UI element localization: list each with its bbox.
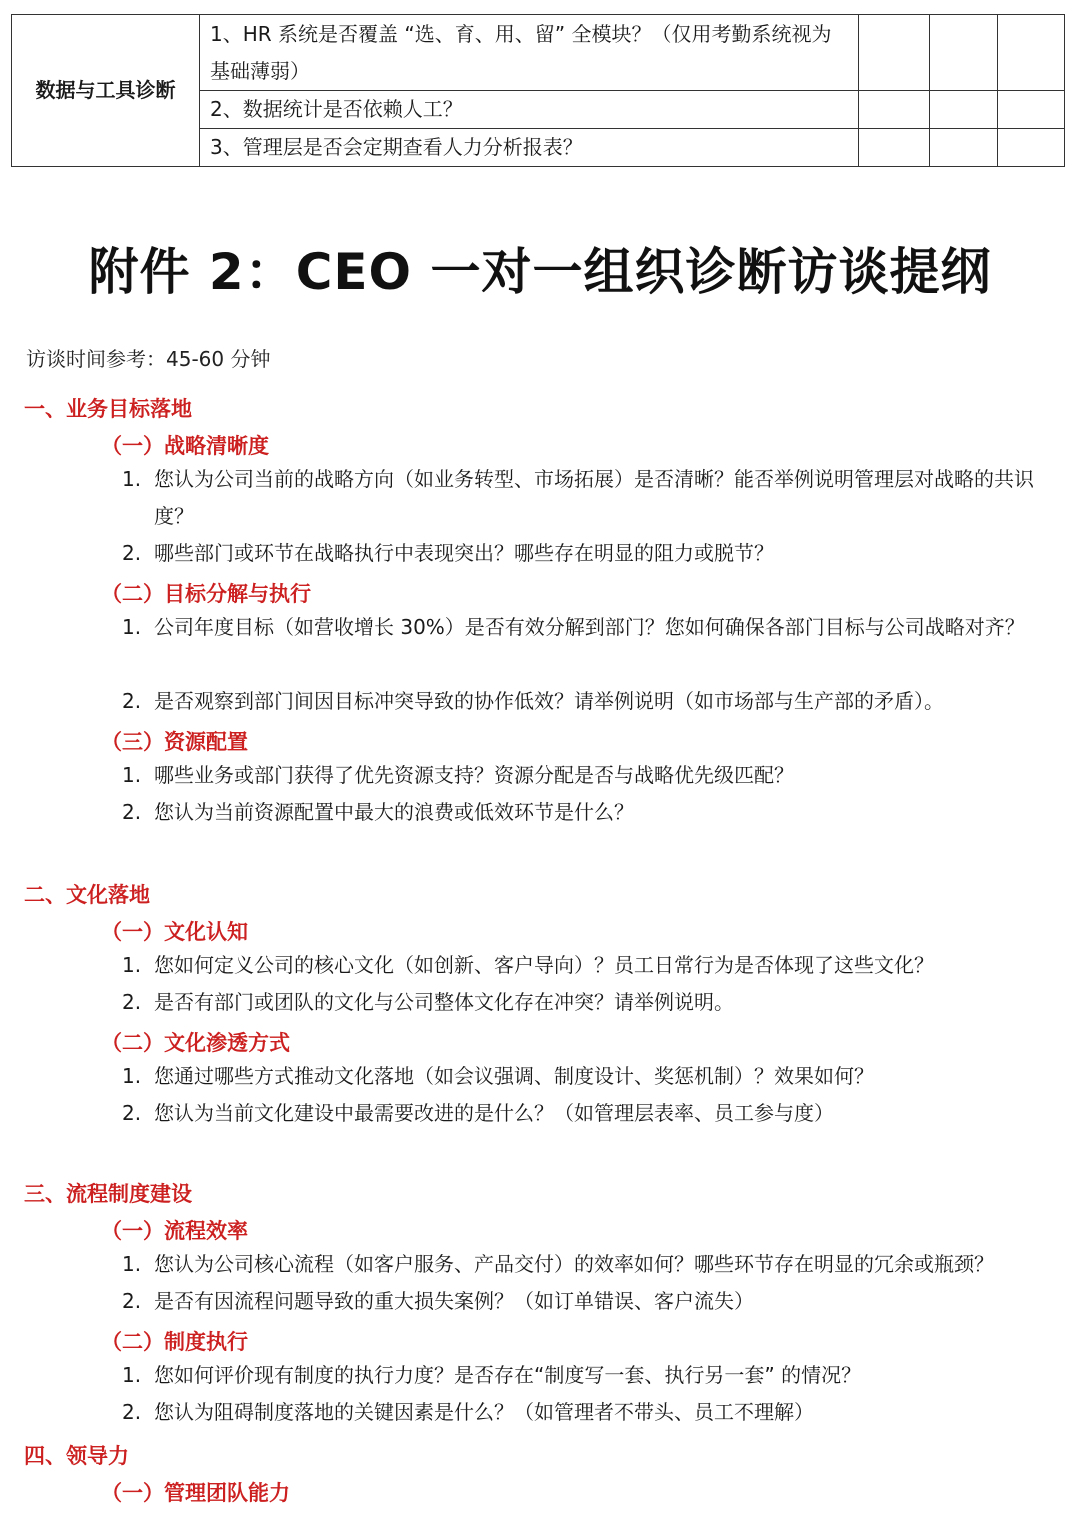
subsection-heading: （一）管理团队能力 bbox=[101, 1481, 290, 1505]
list-item bbox=[122, 461, 1062, 535]
subsection-heading: （三）资源配置 bbox=[101, 730, 248, 754]
list-item bbox=[122, 1394, 1062, 1431]
list-item-number: 1. bbox=[122, 1064, 142, 1088]
list-item-number: 2. bbox=[122, 1289, 142, 1313]
list-item-number: 2. bbox=[122, 1400, 142, 1424]
table-category-cell: 数据与工具诊断 bbox=[12, 15, 200, 167]
table-score-cell bbox=[998, 129, 1065, 167]
list-item-text: 您如何评价现有制度的执行力度？是否存在“制度写一套、执行另一套” 的情况？ bbox=[154, 1363, 862, 1387]
subsection-heading: （二）目标分解与执行 bbox=[101, 582, 311, 606]
subsection-heading: （一）流程效率 bbox=[101, 1219, 248, 1243]
list-item-text: 您如何定义公司的核心文化（如创新、客户导向）？员工日常行为是否体现了这些文化？ bbox=[154, 953, 934, 977]
list-item-number: 1. bbox=[122, 1363, 142, 1387]
list-item bbox=[122, 794, 1062, 831]
list-item-number: 1. bbox=[122, 953, 142, 977]
table-score-cell bbox=[930, 15, 998, 91]
list-item-number: 2. bbox=[122, 689, 142, 713]
list-item-text: 哪些业务或部门获得了优先资源支持？资源分配是否与战略优先级匹配？ bbox=[154, 763, 794, 787]
list-item-text: 您通过哪些方式推动文化落地（如会议强调、制度设计、奖惩机制）？效果如何？ bbox=[154, 1064, 874, 1088]
list-item-number: 2. bbox=[122, 990, 142, 1014]
section-heading: 一、业务目标落地 bbox=[24, 397, 192, 421]
list-item bbox=[122, 1283, 1062, 1320]
list-item-text: 您认为阻碍制度落地的关键因素是什么？（如管理者不带头、员工不理解） bbox=[154, 1400, 814, 1424]
list-item bbox=[122, 984, 1062, 1021]
list-item-text: 您认为公司核心流程（如客户服务、产品交付）的效率如何？哪些环节存在明显的冗余或瓶颈？ bbox=[154, 1252, 994, 1276]
list-item-number: 1. bbox=[122, 467, 142, 491]
table-score-cell bbox=[859, 129, 930, 167]
list-item bbox=[122, 609, 1062, 646]
list-item bbox=[122, 947, 1062, 984]
list-item-text: 您认为当前文化建设中最需要改进的是什么？（如管理层表率、员工参与度） bbox=[154, 1101, 834, 1125]
table-question-cell: 2、数据统计是否依赖人工？ bbox=[200, 91, 859, 129]
list-item bbox=[122, 1095, 1062, 1132]
table-score-cell bbox=[859, 91, 930, 129]
list-item bbox=[122, 535, 1062, 572]
list-item-number: 1. bbox=[122, 1252, 142, 1276]
diagnosis-table bbox=[11, 14, 1065, 167]
subsection-heading: （一）战略清晰度 bbox=[101, 434, 269, 458]
list-item-text: 是否有部门或团队的文化与公司整体文化存在冲突？请举例说明。 bbox=[154, 990, 734, 1014]
table-score-cell bbox=[859, 15, 930, 91]
list-item bbox=[122, 757, 1062, 794]
list-item-number: 1. bbox=[122, 615, 142, 639]
list-item bbox=[122, 1357, 1062, 1394]
list-item bbox=[122, 1058, 1062, 1095]
list-item-number: 1. bbox=[122, 763, 142, 787]
table-question-cell: 1、HR 系统是否覆盖 “选、育、用、留” 全模块？（仅用考勤系统视为基础薄弱） bbox=[200, 15, 859, 91]
interview-time: 访谈时间参考：45-60 分钟 bbox=[26, 347, 271, 371]
list-item-text: 您认为公司当前的战略方向（如业务转型、市场拓展）是否清晰？能否举例说明管理层对战略的共识度？ bbox=[154, 467, 1034, 528]
subsection-heading: （一）文化认知 bbox=[101, 920, 248, 944]
table-row bbox=[12, 15, 1065, 91]
section-heading: 二、文化落地 bbox=[24, 883, 150, 907]
subsection-heading: （二）文化渗透方式 bbox=[101, 1031, 290, 1055]
list-item-text: 您认为当前资源配置中最大的浪费或低效环节是什么？ bbox=[154, 800, 634, 824]
section-heading: 四、领导力 bbox=[24, 1444, 129, 1468]
list-item-text: 哪些部门或环节在战略执行中表现突出？哪些存在明显的阻力或脱节？ bbox=[154, 541, 774, 565]
section-heading: 三、流程制度建设 bbox=[24, 1182, 192, 1206]
list-item-text: 是否观察到部门间因目标冲突导致的协作低效？请举例说明（如市场部与生产部的矛盾）。 bbox=[154, 689, 944, 713]
table-question-cell: 3、管理层是否会定期查看人力分析报表？ bbox=[200, 129, 859, 167]
table-score-cell bbox=[998, 91, 1065, 129]
list-item-number: 2. bbox=[122, 800, 142, 824]
table-score-cell bbox=[998, 15, 1065, 91]
list-item-number: 2. bbox=[122, 1101, 142, 1125]
list-item-text: 公司年度目标（如营收增长 30%）是否有效分解到部门？您如何确保各部门目标与公司战略对齐？ bbox=[154, 615, 1025, 639]
page-title: 附件 2：CEO 一对一组织诊断访谈提纲 bbox=[88, 243, 992, 301]
table-score-cell bbox=[930, 91, 998, 129]
list-item bbox=[122, 1246, 1062, 1283]
table-score-cell bbox=[930, 129, 998, 167]
list-item-text: 是否有因流程问题导致的重大损失案例？（如订单错误、客户流失） bbox=[154, 1289, 754, 1313]
list-item-number: 2. bbox=[122, 541, 142, 565]
subsection-heading: （二）制度执行 bbox=[101, 1330, 248, 1354]
list-item bbox=[122, 683, 1062, 720]
